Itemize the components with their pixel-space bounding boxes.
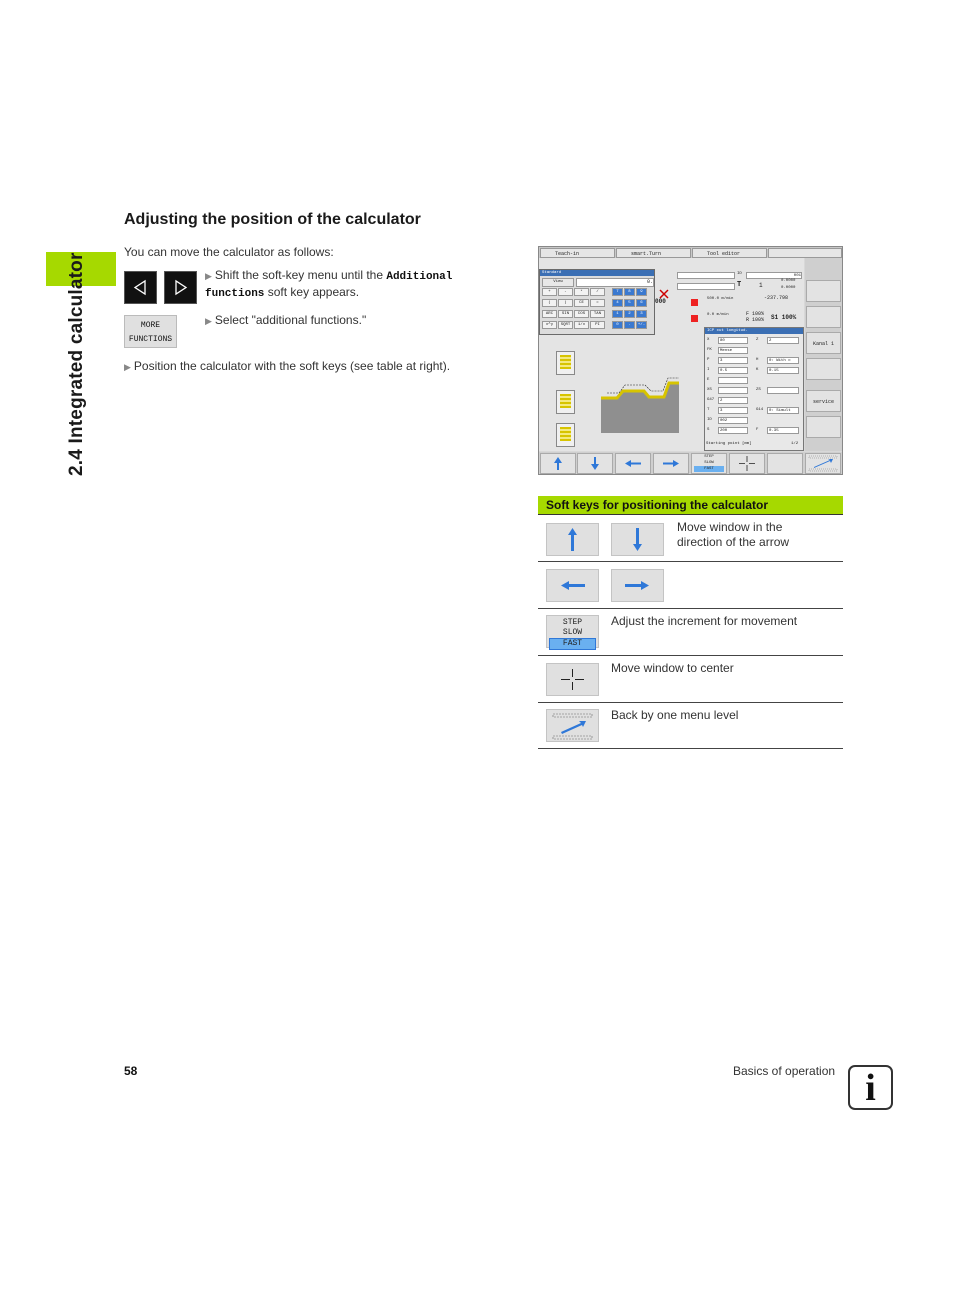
calc-key[interactable]: 3 bbox=[636, 310, 647, 318]
field-label: F bbox=[756, 428, 759, 432]
bullet-triangle-icon: ▶ bbox=[205, 271, 212, 281]
field-input[interactable] bbox=[767, 387, 799, 394]
up-arrow-softkey[interactable] bbox=[540, 453, 576, 474]
calc-titlebar[interactable]: Standard bbox=[540, 270, 654, 276]
calc-key[interactable]: COS bbox=[574, 310, 589, 318]
cycle-image-icon bbox=[556, 423, 575, 447]
gear-label: 000 bbox=[655, 298, 666, 305]
spindle-status-icon bbox=[691, 299, 698, 306]
tab-smart-turn: smart.Turn bbox=[616, 248, 691, 258]
x-value: 0.0000 bbox=[781, 279, 796, 283]
feed2-value: 0.0 m/min bbox=[707, 313, 729, 317]
calc-key[interactable]: 5 bbox=[624, 299, 635, 307]
field-input[interactable]: 0.35 bbox=[767, 427, 799, 434]
kanal-softkey[interactable]: Kanal 1 bbox=[806, 332, 841, 354]
field-input[interactable]: 0.5 bbox=[718, 367, 748, 374]
field-label: E bbox=[707, 378, 710, 382]
row-divider bbox=[538, 748, 843, 749]
field-label: T bbox=[707, 408, 710, 412]
field-input[interactable] bbox=[718, 377, 748, 384]
dialog-status: Starting point [mm] bbox=[706, 442, 752, 446]
bullet-triangle-icon: ▶ bbox=[124, 362, 131, 372]
t-value: 1 bbox=[759, 282, 763, 289]
row-desc: Move window in the direction of the arrow bbox=[677, 520, 790, 549]
f-override: F 100% bbox=[746, 311, 765, 317]
tool-table-softkey-icon[interactable] bbox=[806, 416, 841, 438]
calc-key[interactable]: 7 bbox=[612, 288, 623, 296]
calc-key[interactable]: ( bbox=[542, 299, 557, 307]
calc-key[interactable]: 1 bbox=[612, 310, 623, 318]
calc-key[interactable]: + bbox=[542, 288, 557, 296]
field-input[interactable]: 0.15 bbox=[767, 367, 799, 374]
horizontal-softkeys bbox=[539, 452, 842, 474]
id-label: ID bbox=[737, 272, 742, 276]
field-label: FK bbox=[707, 348, 712, 352]
cycle-image-icon bbox=[556, 390, 575, 414]
calc-key[interactable]: 8 bbox=[624, 288, 635, 296]
feed1-value: 500.0 m/min bbox=[707, 297, 734, 301]
vertical-softkeys bbox=[805, 258, 842, 451]
page-number: 58 bbox=[124, 1064, 138, 1078]
cnc-screenshot bbox=[538, 246, 843, 475]
field-input[interactable]: 0: With c bbox=[767, 357, 799, 364]
row-divider bbox=[538, 608, 843, 609]
field-input[interactable]: 2 bbox=[767, 337, 799, 344]
row-desc: Adjust the increment for movement bbox=[611, 614, 798, 628]
calc-key[interactable]: 2 bbox=[624, 310, 635, 318]
cycle-dialog bbox=[704, 327, 804, 451]
calc-key[interactable]: +/- bbox=[637, 323, 646, 327]
field-label: H bbox=[756, 358, 759, 362]
calc-key[interactable]: CE bbox=[574, 299, 589, 307]
no-tool-icon bbox=[659, 286, 669, 296]
field-input[interactable]: Mense bbox=[718, 347, 748, 354]
dialog-page: 1/2 bbox=[791, 442, 799, 446]
spindle2-status-icon bbox=[691, 315, 698, 322]
right-arrow-softkey-icon bbox=[611, 569, 664, 602]
id-value: 001 bbox=[746, 272, 802, 279]
down-arrow-softkey[interactable] bbox=[577, 453, 613, 474]
field-input[interactable]: 200 bbox=[718, 427, 748, 434]
position-note: ▶ Position the calculator with the soft keys (see table at right). bbox=[124, 359, 451, 373]
step-1: ▶ Shift the soft-key menu until the Additional functions soft key appears. bbox=[205, 268, 453, 300]
section-title-vertical: 2.4 Integrated calculator bbox=[66, 252, 87, 476]
field-input[interactable]: 80 bbox=[718, 337, 748, 344]
calc-key[interactable]: - bbox=[558, 288, 573, 296]
machine-softkey-icon[interactable] bbox=[806, 280, 841, 302]
calc-display: 0. bbox=[576, 278, 654, 287]
field-label: I bbox=[707, 368, 710, 372]
empty-softkey[interactable] bbox=[806, 358, 841, 380]
field-input[interactable]: 0: Simult bbox=[767, 407, 799, 414]
field-label: Z bbox=[756, 338, 759, 342]
row-divider bbox=[538, 702, 843, 703]
cycle-image-icon bbox=[556, 351, 575, 375]
down-arrow-softkey-icon bbox=[611, 523, 664, 556]
back-menu-softkey-icon bbox=[546, 709, 599, 742]
z-value: 0.0000 bbox=[781, 286, 796, 290]
left-softkey-icon bbox=[124, 271, 157, 304]
calc-key[interactable]: 9 bbox=[636, 288, 647, 296]
field-input[interactable]: 3 bbox=[718, 407, 748, 414]
step-softkey[interactable]: STEP SLOW FAST bbox=[691, 453, 727, 474]
intro-text: You can move the calculator as follows: bbox=[124, 245, 334, 259]
step-2: ▶ Select "additional functions." bbox=[205, 313, 367, 327]
field-label: P bbox=[707, 358, 710, 362]
field-label: G47 bbox=[707, 398, 715, 402]
step-slow-fast-softkey: STEP SLOW FAST bbox=[546, 615, 599, 648]
more-functions-softkey: MORE FUNCTIONS bbox=[124, 315, 177, 348]
calc-key[interactable]: TAN bbox=[590, 310, 605, 318]
calc-view-select[interactable]: View bbox=[542, 278, 574, 287]
r-override: R 100% bbox=[746, 317, 765, 323]
calc-key[interactable]: 1/x bbox=[574, 321, 589, 329]
field-label: K bbox=[756, 368, 759, 372]
empty-softkey[interactable] bbox=[767, 453, 803, 474]
softkey-table-header: Soft keys for positioning the calculator bbox=[538, 496, 843, 515]
calc-key[interactable]: 6 bbox=[636, 299, 647, 307]
status-field bbox=[677, 283, 735, 290]
field-label: S bbox=[707, 428, 710, 432]
field-label: ID bbox=[707, 418, 712, 422]
calc-key[interactable]: ) bbox=[558, 299, 573, 307]
spindle-value: -237.798 bbox=[764, 295, 789, 301]
row-desc: Move window to center bbox=[611, 661, 734, 675]
right-softkey-icon bbox=[164, 271, 197, 304]
calc-key[interactable]: 0 bbox=[612, 321, 623, 329]
calc-key[interactable]: . bbox=[624, 321, 635, 329]
tab-teach-in: Teach-in bbox=[540, 248, 615, 258]
chapter-name: Basics of operation bbox=[733, 1064, 836, 1078]
calc-key[interactable]: SIN bbox=[558, 310, 573, 318]
calc-key[interactable]: x^y bbox=[542, 321, 557, 329]
field-input[interactable]: 002 bbox=[718, 417, 748, 424]
left-arrow-softkey[interactable] bbox=[615, 453, 651, 474]
field-input[interactable]: 3 bbox=[718, 357, 748, 364]
calc-key[interactable]: 4 bbox=[612, 299, 623, 307]
mode-tabs bbox=[539, 247, 842, 258]
calc-key[interactable]: / bbox=[590, 288, 605, 296]
calculator-window[interactable] bbox=[539, 269, 655, 335]
field-input[interactable]: 2 bbox=[718, 397, 748, 404]
calc-key[interactable]: * bbox=[574, 288, 589, 296]
field-label: X bbox=[707, 338, 710, 342]
right-arrow-softkey[interactable] bbox=[653, 453, 689, 474]
dialog-title: ICP cut longitud. bbox=[705, 328, 803, 334]
s-override: S1 100% bbox=[771, 314, 797, 321]
info-icon: i bbox=[848, 1065, 893, 1110]
status-field bbox=[677, 272, 735, 279]
up-arrow-softkey-icon bbox=[546, 523, 599, 556]
center-softkey-icon[interactable] bbox=[729, 453, 765, 474]
calc-key[interactable]: = bbox=[590, 299, 605, 307]
t-label: T bbox=[737, 281, 742, 289]
row-divider bbox=[538, 561, 843, 562]
calc-key[interactable]: SQRT bbox=[558, 321, 573, 329]
tab-tool-editor: Tool editor bbox=[692, 248, 767, 258]
contour-graphic bbox=[599, 373, 689, 443]
tool-softkey-icon[interactable] bbox=[806, 306, 841, 328]
row-divider bbox=[538, 655, 843, 656]
left-arrow-softkey-icon bbox=[546, 569, 599, 602]
field-label: ZS bbox=[756, 388, 761, 392]
row-desc: Back by one menu level bbox=[611, 708, 739, 722]
field-label: G14 bbox=[756, 408, 764, 412]
main-area bbox=[539, 258, 804, 451]
center-softkey-icon bbox=[546, 663, 599, 696]
service-softkey[interactable]: service bbox=[806, 390, 841, 412]
calc-key[interactable]: ARC bbox=[542, 310, 557, 318]
field-input[interactable] bbox=[718, 387, 748, 394]
page-heading: Adjusting the position of the calculator bbox=[124, 211, 421, 228]
tab-organization bbox=[768, 248, 842, 258]
calc-key[interactable]: PI bbox=[590, 321, 605, 329]
back-menu-softkey-icon[interactable] bbox=[805, 453, 841, 474]
bullet-triangle-icon: ▶ bbox=[205, 316, 212, 326]
field-label: XS bbox=[707, 388, 712, 392]
